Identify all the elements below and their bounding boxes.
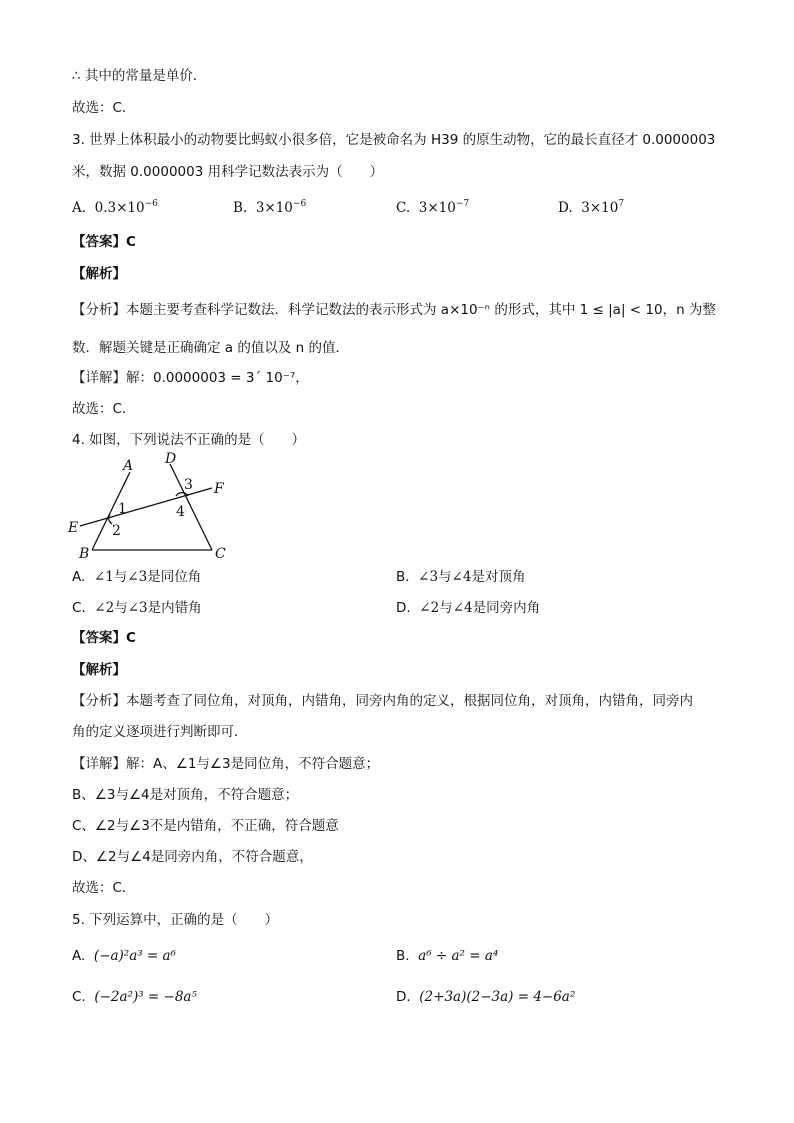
q4-stem: 4. 如图，下列说法不正确的是（ ）	[72, 432, 306, 448]
label-angle-3: 3	[184, 477, 193, 493]
q3-stem-line-2: 米，数据 0.0000003 用科学记数法表示为（ ）	[72, 164, 384, 180]
q3-stem-line-1: 3. 世界上体积最小的动物要比蚂蚁小很多倍，它是被命名为 H39 的原生动物，它的最长直径才 0.0000003	[72, 132, 716, 148]
q5-stem: 5. 下列运算中，正确的是（ ）	[72, 912, 279, 928]
label-C: C	[215, 546, 226, 562]
label-F: F	[214, 481, 224, 497]
q3-option-b: B. $3\times 10^{-6}$	[233, 199, 307, 216]
q4-detail-line-3: C、∠2与∠3不是内错角，不正确，符合题意	[72, 818, 339, 834]
q3-conclusion: 故选：C．	[72, 401, 136, 417]
q4-answer: 【答案】C	[72, 630, 136, 646]
line-ef	[80, 488, 212, 526]
q4-geometry-figure	[60, 450, 250, 565]
q3-option-a: A. $0.3\times 10^{-6}$	[72, 199, 158, 216]
intro-line-2: 故选：C．	[72, 100, 136, 116]
q5-option-b: B. a⁶ ÷ a² = a⁴	[396, 948, 499, 964]
q4-detail-line-4: D、∠2与∠4是同旁内角，不符合题意，	[72, 849, 313, 865]
label-E: E	[68, 520, 79, 536]
label-D: D	[165, 451, 177, 467]
q4-option-d: D. ∠2与∠4是同旁内角	[396, 600, 541, 616]
label-angle-4: 4	[176, 504, 185, 520]
q3-analysis-line-2: 数．解题关键是正确确定 a 的值以及 n 的值．	[72, 340, 349, 356]
q5-option-d: D. (2+3a)(2−3a) = 4−6a²	[396, 989, 576, 1005]
label-B: B	[79, 546, 90, 562]
q3-analysis-line-1: 【分析】本题主要考查科学记数法．科学记数法的表示形式为 a×10⁻ⁿ 的形式，其中 1 ≤ |a| < 10，n 为整	[72, 302, 716, 318]
label-angle-1: 1	[118, 501, 127, 517]
q3-detail: 【详解】解：0.0000003 = 3´ 10⁻⁷，	[72, 370, 309, 386]
q4-analysis-line-2: 角的定义逐项进行判断即可．	[72, 724, 248, 740]
q3-answer: 【答案】C	[72, 234, 136, 250]
q3-jiexi: 【解析】	[72, 266, 126, 282]
q4-option-b: B. ∠3与∠4是对顶角	[396, 569, 526, 585]
q3-option-c: C. $3\times 10^{-7}$	[396, 199, 470, 216]
q5-option-c: C. (−2a²)³ = −8a⁵	[72, 989, 197, 1005]
q3-option-d: D. $3\times 10^7$	[558, 199, 625, 216]
label-A: A	[123, 458, 134, 474]
q5-option-a: A. (−a)²a³ = a⁶	[72, 948, 177, 964]
q4-detail-line-2: B、∠3与∠4是对顶角，不符合题意；	[72, 787, 299, 803]
q4-conclusion: 故选：C．	[72, 880, 136, 896]
intro-line-1: ∴ 其中的常量是单价．	[72, 68, 207, 84]
q4-detail-line-1: 【详解】解：A、∠1与∠3是同位角，不符合题意；	[72, 756, 380, 772]
label-angle-2: 2	[112, 523, 121, 539]
q4-option-a: A. ∠1与∠3是同位角	[72, 569, 202, 585]
q4-jiexi: 【解析】	[72, 662, 126, 678]
q4-analysis-line-1: 【分析】本题考查了同位角，对顶角，内错角，同旁内角的定义，根据同位角，对顶角，内错角，同旁内	[72, 693, 693, 709]
q4-option-c: C. ∠2与∠3是内错角	[72, 600, 202, 616]
